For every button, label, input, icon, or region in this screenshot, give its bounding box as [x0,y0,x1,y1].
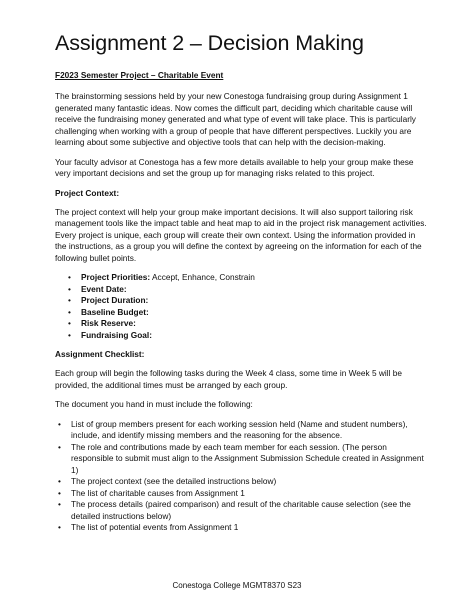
context-label: Project Duration: [81,295,149,305]
checklist-paragraph-2: The document you hand in must include the following: [55,399,253,409]
bullet-icon: • [68,329,71,340]
page-title: Assignment 2 – Decision Making [55,31,364,55]
list-item [65,295,427,307]
bullet-icon: • [58,476,61,486]
context-label: Risk Reserve: [81,318,136,328]
context-value: Accept, Enhance, Constrain [150,272,255,282]
checklist-item-text: The list of charitable causes from Assignment 1 [71,487,245,498]
list-item [55,419,427,442]
checklist-paragraph-1: Each group will begin the following tasks during the Week 4 class, some time in Week 5 will be provided, the additional times must be arranged by each group. [55,368,402,390]
checklist-item-text: The project context (see the detailed instructions below) [71,476,277,486]
list-item [55,488,427,500]
list-item [65,272,427,284]
project-subtitle: F2023 Semester Project – Charitable Event [55,70,224,80]
bullet-icon: • [68,295,71,305]
context-label: Project Priorities: [81,272,151,282]
bullet-icon: • [68,306,71,317]
bullet-icon: • [58,441,61,452]
list-item [65,330,427,342]
project-context-paragraph: The project context will help your group make important decisions. It will also support tailoring risk management tools like the impact table and heat map to aid in the project risk management activities. Every project is unique, each group will create their own context. Using the information provided in the instructions, as a group you will define the context by agreeing on the information for each of the following bullet points. [55,206,427,263]
context-label: Baseline Budget: [81,306,149,317]
bullet-icon: • [68,318,71,328]
intro-paragraph-1: The brainstorming sessions held by your new Conestoga fundraising group during Assignment 1 generated many fantastic ideas. Now comes the difficult part, deciding which charitable cause will receive the fundraising money generated and what type of event will take place. This is particularly challenging when working with a group of people that have different perspectives. Luckily you are learning about some subjective and objective tools that can help with the decision-making. [55,91,416,147]
bullet-icon: • [58,499,61,509]
page-footer: Conestoga College MGMT8370 S23 [172,581,302,590]
bullet-icon: • [58,487,61,498]
project-context-list [55,272,427,341]
bullet-icon: • [58,418,61,429]
bullet-icon: • [58,522,61,532]
document-body [55,30,427,542]
checklist-item-text: List of group members present for each working session held (Name and student numbers), include, and identify missing members and the reasoning for the absence. [71,418,408,440]
checklist-item-text: The list of potential events from Assignment 1 [71,522,239,532]
bullet-icon: • [68,283,71,294]
list-item [65,307,427,319]
checklist-list [55,419,427,534]
context-label: Fundraising Goal: [81,329,152,340]
list-item [65,284,427,296]
list-item [55,442,427,477]
bullet-icon: • [68,272,71,282]
list-item [65,318,427,330]
checklist-heading: Assignment Checklist: [55,349,145,359]
list-item [55,499,427,522]
context-label: Event Date: [81,283,127,294]
project-context-heading: Project Context: [55,187,120,198]
checklist-item-text: The process details (paired comparison) and result of the charitable cause selection (see the detailed instructions below) [71,499,411,521]
intro-paragraph-2: Your faculty advisor at Conestoga has a few more details available to help your group make these very important decisions and set the group up for managing risks related to this project. [55,156,414,178]
list-item [55,476,427,488]
list-item [55,522,427,534]
checklist-item-text: The role and contributions made by each team member for each session. (The person responsible to submit must align to the Assignment Submission Schedule created in Assignment 1) [71,441,424,475]
